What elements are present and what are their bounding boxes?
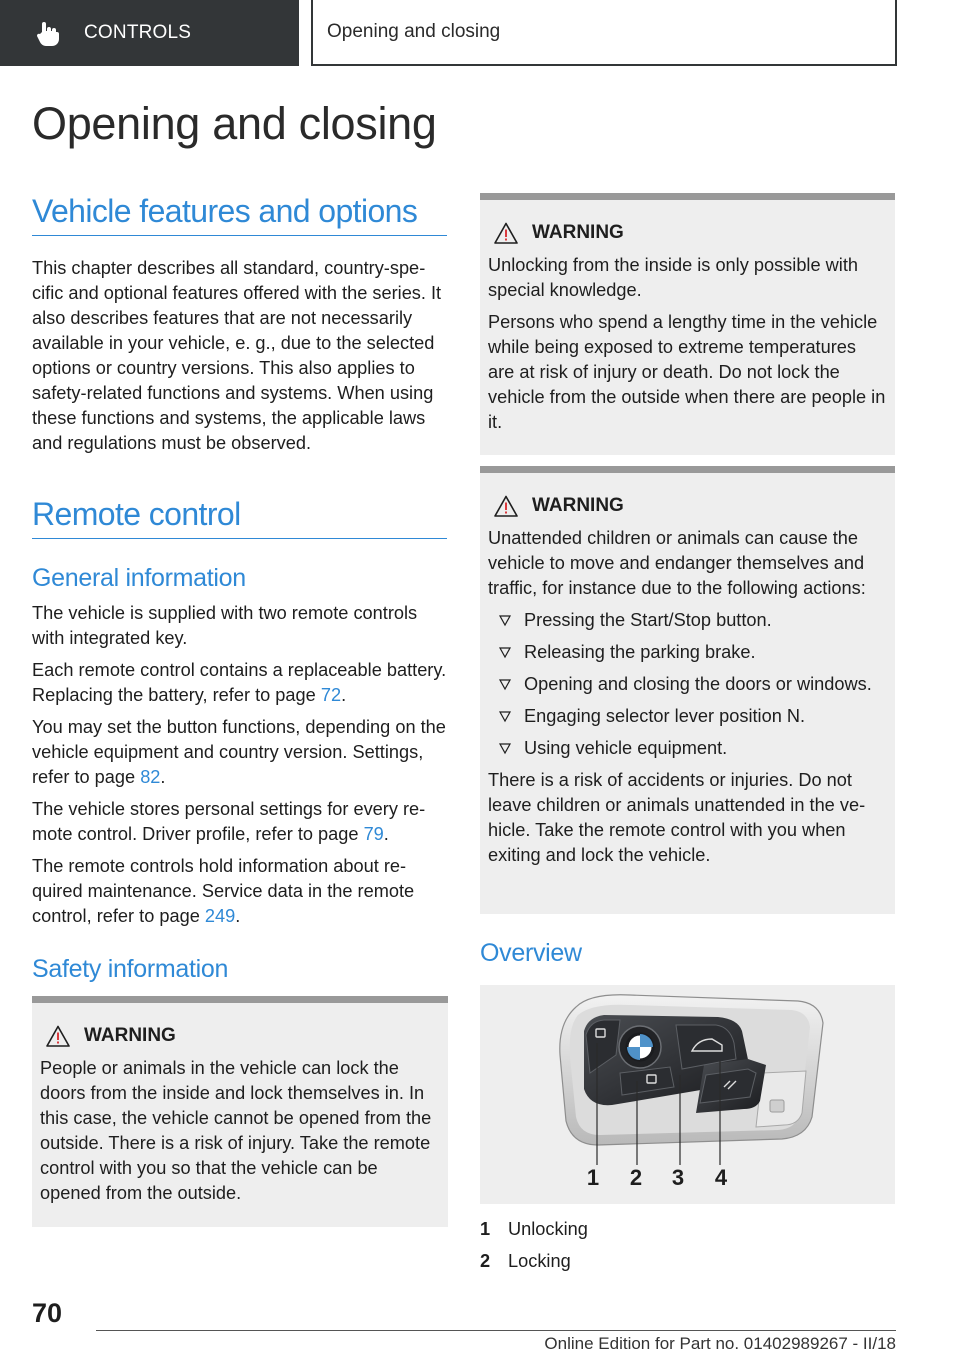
warning-box-unlocking bbox=[480, 193, 895, 455]
paragraph bbox=[32, 797, 448, 847]
bullet-triangle-icon bbox=[498, 704, 512, 729]
list-item-text: Engaging selector lever position N. bbox=[524, 706, 806, 726]
vehicle-features-text bbox=[32, 256, 448, 463]
paragraph: Unattended children or animals can cause the vehicle to move and endanger themselves and traffic, for instance due to the following actions: bbox=[488, 528, 866, 598]
paragraph: The vehicle is supplied with two remote controls with integrated key. bbox=[32, 603, 418, 648]
paragraph-text: Each remote control contains a replaceable battery. Replacing the battery, refer to page bbox=[32, 660, 447, 705]
heading-overview: Overview bbox=[480, 939, 582, 967]
legend-list bbox=[480, 1217, 895, 1281]
warning-title bbox=[40, 1023, 440, 1048]
divider bbox=[32, 235, 447, 236]
paragraph bbox=[32, 854, 448, 929]
list-item bbox=[488, 736, 887, 761]
header-chapter-label: Opening and closing bbox=[327, 21, 501, 42]
bmw-logo bbox=[619, 1026, 661, 1068]
warning-label: WARNING bbox=[532, 495, 624, 516]
warning-title bbox=[488, 220, 887, 245]
header-chapter-tab bbox=[311, 0, 897, 66]
heading-vehicle-features: Vehicle features and options bbox=[32, 193, 418, 229]
warning-box-unattended bbox=[480, 466, 895, 914]
general-information-text bbox=[32, 601, 448, 936]
heading-safety-information: Safety information bbox=[32, 955, 229, 983]
legend-number: 1 bbox=[480, 1219, 491, 1239]
callout-label-2: 2 bbox=[629, 1165, 643, 1190]
divider bbox=[32, 538, 447, 539]
warning-box-locking bbox=[32, 996, 448, 1227]
callout-label-1: 1 bbox=[586, 1165, 600, 1190]
period: . bbox=[235, 906, 241, 926]
list-item-text: Opening and closing the doors or windows. bbox=[524, 674, 872, 694]
bullet-triangle-icon bbox=[498, 736, 512, 761]
period: . bbox=[160, 767, 166, 787]
page-link-79[interactable]: 79 bbox=[363, 824, 384, 844]
bullet-triangle-icon bbox=[498, 672, 512, 697]
period: . bbox=[383, 824, 389, 844]
paragraph: This chapter describes all standard, country-specific and optional features offered with the series. It also describes features that are not necessarily available in your vehicle, e. g., due to the selected options or country versions. This also applies to safety-related functions and systems. When using these functions and systems, the applicable laws and regulations must be observed. bbox=[32, 258, 442, 453]
heading-general-information: General information bbox=[32, 564, 246, 592]
list-item bbox=[488, 608, 887, 633]
paragraph bbox=[32, 658, 448, 708]
paragraph-text: The vehicle stores personal settings for every remote control. Driver profile, refer to page bbox=[32, 799, 426, 844]
paragraph: Persons who spend a lengthy time in the vehicle while being exposed to extreme temperatures are at risk of injury or death. Do not lock the vehicle from the outside when there are people in it. bbox=[488, 312, 886, 432]
header-section-tab bbox=[0, 0, 299, 66]
key-fob-drawing bbox=[480, 985, 895, 1204]
legend-number: 2 bbox=[480, 1251, 491, 1271]
period: . bbox=[341, 685, 347, 705]
warning-title bbox=[488, 493, 887, 518]
paragraph-text: The remote controls hold information about required maintenance. Service data in the remote control, refer to page bbox=[32, 856, 415, 926]
page-number: 70 bbox=[32, 1298, 63, 1328]
legend-label: Locking bbox=[508, 1251, 571, 1271]
list-item bbox=[488, 640, 887, 665]
paragraph bbox=[32, 715, 448, 790]
page-link-249[interactable]: 249 bbox=[204, 906, 236, 926]
footer-divider bbox=[96, 1330, 896, 1331]
paragraph: Unlocking from the inside is only possible with special knowledge. bbox=[488, 255, 858, 300]
paragraph-text: You may set the button functions, depending on the vehicle equipment and country version. Settings, refer to page bbox=[32, 717, 446, 787]
legend-label: Unlocking bbox=[508, 1219, 588, 1239]
list-item-text: Pressing the Start/Stop button. bbox=[524, 610, 772, 630]
warning-label: WARNING bbox=[532, 222, 624, 243]
legend-row bbox=[480, 1249, 895, 1274]
footer-edition: Online Edition for Part no. 01402989267 - II/18 bbox=[544, 1334, 896, 1353]
bullet-triangle-icon bbox=[498, 640, 512, 665]
list-item bbox=[488, 672, 887, 697]
warning-label: WARNING bbox=[84, 1025, 176, 1046]
page-link-72[interactable]: 72 bbox=[320, 685, 342, 705]
list-item-text: Using vehicle equipment. bbox=[524, 738, 728, 758]
remote-control-illustration bbox=[480, 985, 895, 1204]
page-link-82[interactable]: 82 bbox=[140, 767, 161, 787]
list-item bbox=[488, 704, 887, 729]
paragraph: There is a risk of accidents or injuries. Do not leave children or animals unattended in the vehicle. Take the remote control with you when exiting and lock the vehicle. bbox=[488, 770, 866, 865]
action-list bbox=[488, 608, 887, 761]
warning-triangle-icon bbox=[494, 222, 518, 244]
bullet-triangle-icon bbox=[498, 608, 512, 633]
warning-triangle-icon bbox=[494, 495, 518, 517]
heading-remote-control: Remote control bbox=[32, 496, 241, 532]
header-section-label: CONTROLS bbox=[84, 22, 192, 43]
callout-label-3: 3 bbox=[671, 1165, 685, 1190]
callout-label-4: 4 bbox=[714, 1165, 728, 1190]
page-title: Opening and closing bbox=[32, 98, 437, 149]
hand-pointer-icon bbox=[34, 19, 62, 47]
list-item-text: Releasing the parking brake. bbox=[524, 642, 756, 662]
legend-row bbox=[480, 1217, 895, 1242]
warning-triangle-icon bbox=[46, 1025, 70, 1047]
paragraph: People or animals in the vehicle can lock the doors from the inside and lock themselves in. In this case, the vehicle cannot be opened from the outside. There is a risk of injury. Take the remote control with you so that the vehicle can be opened from the outside. bbox=[40, 1058, 432, 1203]
